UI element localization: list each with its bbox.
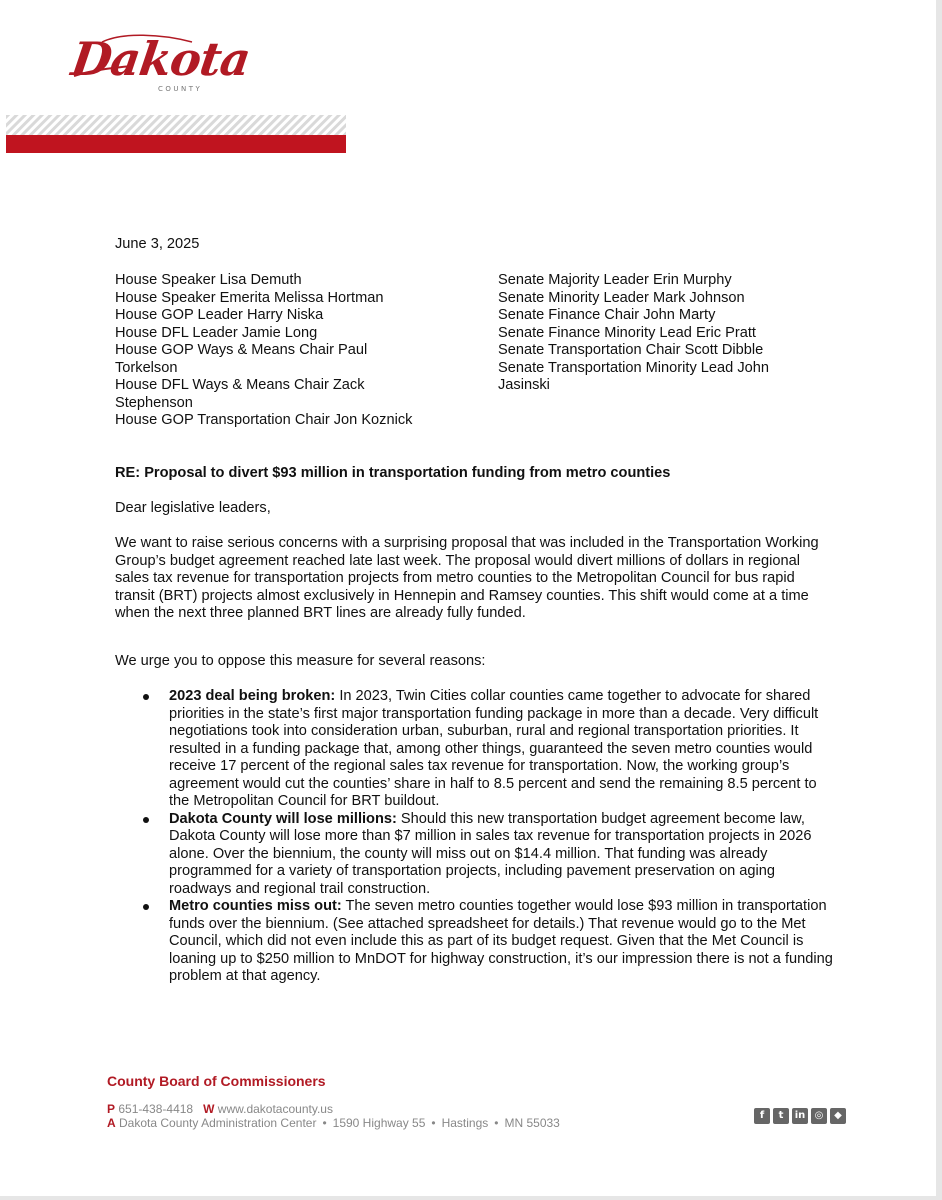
instagram-icon[interactable]: ◎ (811, 1108, 827, 1124)
reason-item (115, 811, 837, 899)
footer-address-line (107, 1116, 560, 1130)
reason-text: In 2023, Twin Cities collar counties came together to advocate for shared priorities in the state’s first major transportation funding package in more than a decade. Very difficult negotiations took into consideration urban, suburban, rural and regional transportation priorities. It resulted in a funding package that, among other things, guaranteed the seven metro counties would receive 17 percent of the regional sales tax revenue for transportation. Now, the working group’s agreement would cut the counties’ share in half to 8.5 percent and send the remaining 8.5 percent to the Metropolitan Council for BRT buildout. (169, 688, 819, 809)
recipient-line: Stephenson (115, 394, 193, 411)
intro-paragraph: We want to raise serious concerns with a surprising proposal that was included in the Transportation Working Group’s budget agreement reached late last week. The proposal would divert millions of dollars in regional sales tax revenue for transportation projects from metro counties to the Metropolitan Council for bus rapid transit (BRT) projects almost exclusively in Hennepin and Ramsey counties. This shift would come at a time when the next three planned BRT lines are already fully funded. (115, 535, 819, 621)
website-link[interactable]: www.dakotacounty.us (217, 1102, 333, 1116)
logo-county-text: COUNTY (158, 85, 203, 93)
reason-text: The seven metro counties together would lose $93 million in transportation funds over the biennium. (See attached spreadsheet for details.) That revenue would go to the Met Council, which did not even include this as part of its budget request. Given that the Met Council is loaning up to $250 million to MnDOT for highway construction, it’s our impression there is not a funding problem at that agency. (169, 898, 833, 984)
recipient-line: Jasinski (498, 377, 550, 393)
red-header-bar (6, 115, 346, 153)
reason-heading: Metro counties miss out: (169, 898, 342, 914)
urge-paragraph: We urge you to oppose this measure for several reasons: (115, 653, 486, 669)
address-separator: • (494, 1116, 499, 1130)
address-separator: • (322, 1116, 327, 1130)
address-part: Dakota County Administration Center (119, 1116, 317, 1130)
footer-contact-line (107, 1102, 333, 1116)
page-edge-bottom (0, 1196, 942, 1200)
address-label: A (107, 1116, 116, 1130)
recipient-line: House DFL Leader Jamie Long (115, 324, 318, 341)
address-separator: • (431, 1116, 436, 1130)
twitter-icon[interactable]: t (773, 1108, 789, 1124)
recipient-line: Senate Majority Leader Erin Murphy (498, 272, 732, 288)
recipient-line: House GOP Ways & Means Chair Paul (115, 342, 368, 358)
recipient-line: Senate Finance Chair John Marty (498, 307, 716, 323)
reason-item (115, 688, 837, 811)
dakota-county-logo (68, 30, 262, 100)
phone-label: P (107, 1102, 116, 1116)
reason-heading: Dakota County will lose millions: (169, 810, 397, 827)
subject-line: RE: Proposal to divert $93 million in transportation funding from metro counties (115, 465, 671, 481)
letter-date: June 3, 2025 (115, 236, 200, 252)
rss-icon[interactable]: ◆ (830, 1108, 846, 1124)
recipient-line: Senate Minority Leader Mark Johnson (498, 289, 745, 306)
facebook-icon[interactable]: f (754, 1108, 770, 1124)
recipients-right (498, 272, 828, 395)
recipient-line: Torkelson (115, 359, 178, 376)
recipient-line: Senate Transportation Minority Lead John (498, 359, 769, 376)
recipient-line: Senate Transportation Chair Scott Dibble (498, 342, 764, 358)
logo-wordmark: Dakota (68, 32, 254, 86)
recipient-line: House GOP Transportation Chair Jon Koznick (115, 412, 413, 428)
salutation: Dear legislative leaders, (115, 500, 271, 516)
recipient-line: House GOP Leader Harry Niska (115, 307, 324, 323)
address-part: 1590 Highway 55 (332, 1116, 426, 1130)
page-edge-right (936, 0, 942, 1200)
social-icons (754, 1108, 846, 1124)
address-part: Hastings (441, 1116, 489, 1130)
recipient-line: House DFL Ways & Means Chair Zack (115, 377, 365, 393)
recipient-line: Senate Finance Minority Lead Eric Pratt (498, 324, 756, 341)
linkedin-icon[interactable]: in (792, 1108, 808, 1124)
reasons-list (115, 688, 837, 986)
recipient-line: House Speaker Lisa Demuth (115, 272, 302, 288)
web-label: W (203, 1102, 215, 1116)
phone-number: 651-438-4418 (118, 1102, 194, 1116)
recipient-line: House Speaker Emerita Melissa Hortman (115, 289, 384, 306)
reason-heading: 2023 deal being broken: (169, 688, 336, 704)
reason-text: Should this new transportation budget agreement become law, Dakota County will lose more than $7 million in sales tax revenue for transportation projects in 2026 alone. Over the biennium, the county will miss out on $14.4 million. That funding was already programmed for a variety of transportation projects, including pavement preservation on aging roadways and regional trail construction. (169, 810, 812, 897)
reason-item (115, 898, 837, 986)
address-part: MN 55033 (504, 1116, 560, 1130)
footer-title: County Board of Commissioners (107, 1073, 326, 1089)
recipients-left (115, 272, 445, 430)
